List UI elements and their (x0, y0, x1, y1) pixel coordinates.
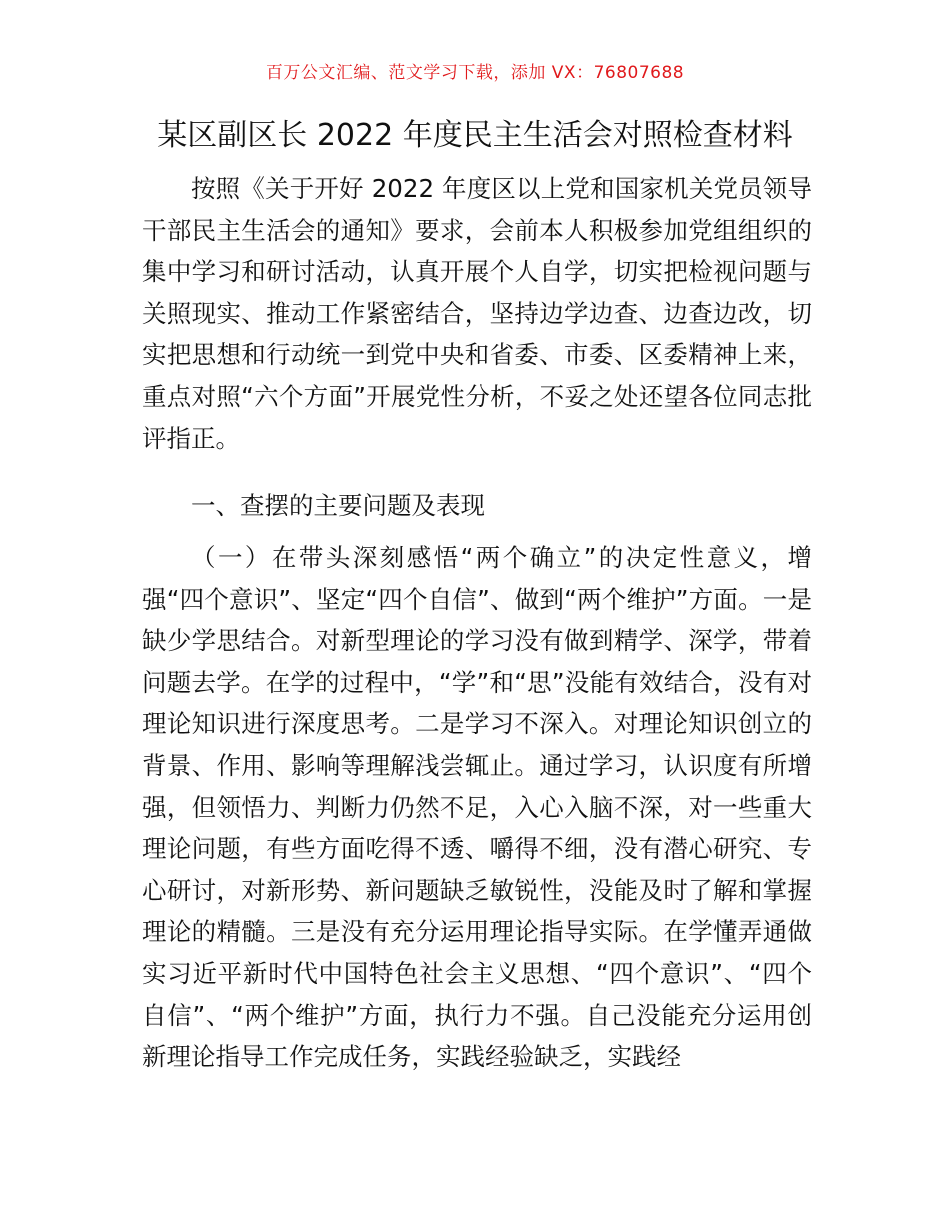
promo-banner: 百万公文汇编、范文学习下载，添加 VX：76807688 (265, 63, 685, 83)
document-title: 某区副区长 2022 年度民主生活会对照检查材料 (157, 118, 793, 153)
section-paragraph: （一）在带头深刻感悟“两个确立”的决定性意义，增强“四个意识”、坚定“四个自信”、做到“两个维护”方面。一是缺少学思结合。对新型理论的学习没有做到精学、深学，带着问题去学。在学的过程中，“学”和“思”没能有效结合，没有对理论知识进行深度思考。二是学习不深入。对理论知识创立的背景、作用、影响等理解浅尝辄止。通过学习，认识度有所增强，但领悟力、判断力仍然不足，入心入脑不深，对一些重大理论问题，有些方面吃得不透、嚼得不细，没有潜心研究、专心研讨，对新形势、新问题缺乏敏锐性，没能及时了解和掌握理论的精髓。三是没有充分运用理论指导实际。在学懂弄通做实习近平新时代中国特色社会主义思想、“四个意识”、“四个自信”、“两个维护”方面，执行力不强。自己没能充分运用创新理论指导工作完成任务，实践经验缺乏，实践经 (142, 543, 812, 1072)
intro-paragraph: 按照《关于开好 2022 年度区以上党和国家机关党员领导干部民主生活会的通知》要求，会前本人积极参加党组组织的集中学习和研讨活动，认真开展个人自学，切实把检视问题与关照现实、推动工作紧密结合，坚持边学边查、边查边改，切实把思想和行动统一到党中央和省委、市委、区委精神上来，重点对照“六个方面”开展党性分析，不妥之处还望各位同志批评指正。 (142, 174, 812, 453)
section-heading: 一、查摆的主要问题及表现 (191, 491, 485, 520)
